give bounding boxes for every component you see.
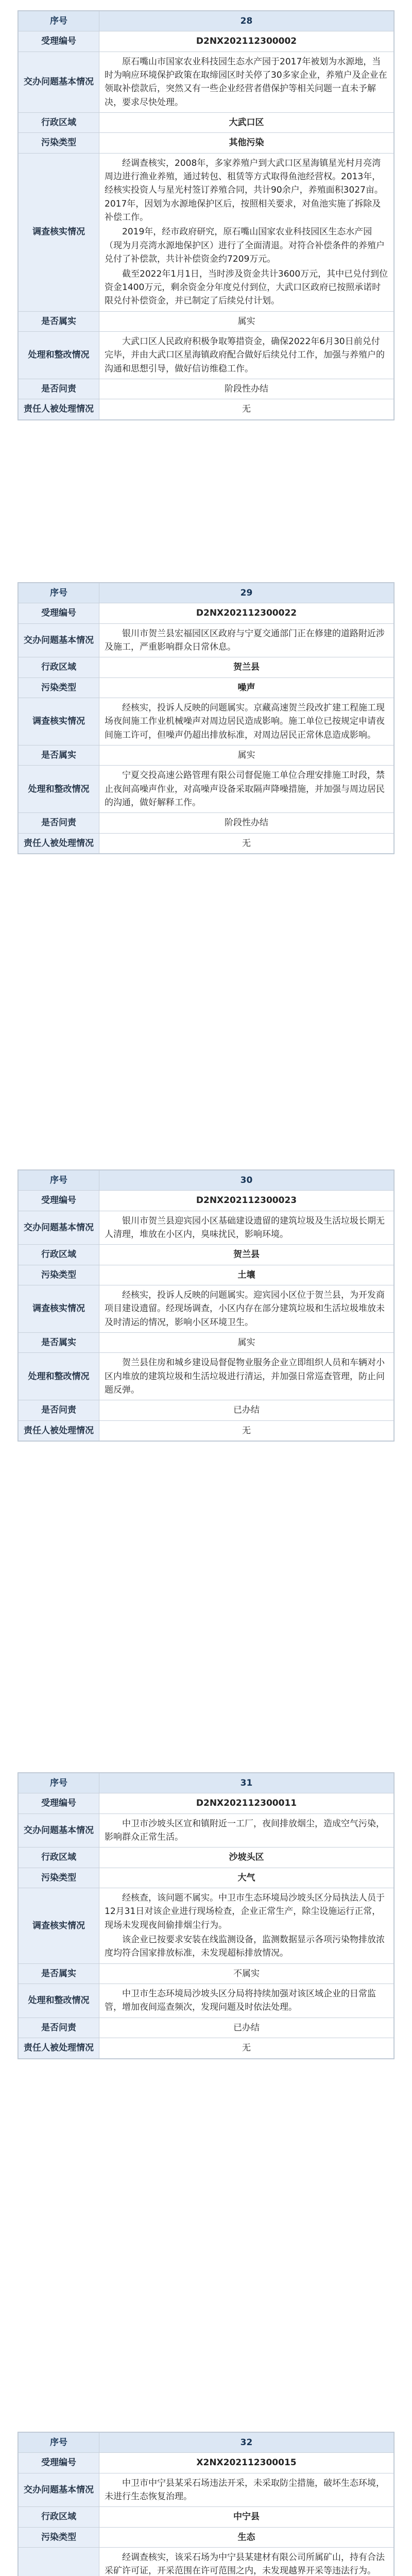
label-pollution: 污染类型: [19, 1265, 99, 1285]
label-responsible: 责任人被处理情况: [19, 2038, 99, 2058]
label-problem: 交办问题基本情况: [19, 1814, 99, 1848]
case-table: [18, 2432, 394, 2576]
value-pollution: 大气: [99, 1868, 394, 1888]
value-accountability: 已办结: [99, 2018, 394, 2038]
label-district: 行政区域: [19, 2507, 99, 2527]
value-case-no: D2NX202112300023: [99, 1191, 394, 1211]
row-verification: [19, 2548, 394, 2576]
label-seq: 序号: [19, 1773, 99, 1793]
label-responsible: 责任人被处理情况: [19, 1420, 99, 1440]
case-table: [18, 1170, 394, 1442]
row-verification: [19, 1888, 394, 1964]
value-verification: [99, 2548, 394, 2576]
value-pollution: 土壤: [99, 1265, 394, 1285]
paragraph: 经核实，投诉人反映的问题属实。京藏高速贺兰段改扩建工程施工现场夜间施工作业机械噪声对周边居民造成影响。施工单位已按规定申请夜间施工许可，但噪声仍超出排放标准，对周边居民正常休息造成影响。: [105, 703, 385, 740]
value-seq: 32: [99, 2433, 394, 2453]
value-pollution: 其他污染: [99, 133, 394, 153]
label-district: 行政区域: [19, 1848, 99, 1868]
row-district: [19, 1848, 394, 1868]
value-is-true: 属实: [99, 311, 394, 331]
label-responsible: 责任人被处理情况: [19, 833, 99, 853]
value-verification: [99, 153, 394, 311]
label-seq: 序号: [19, 11, 99, 31]
value-problem: [99, 1211, 394, 1245]
label-district: 行政区域: [19, 113, 99, 133]
value-is-true: 属实: [99, 1333, 394, 1353]
label-verification: 调查核实情况: [19, 698, 99, 745]
label-verification: [19, 2548, 99, 2576]
row-is-true: [19, 1333, 394, 1353]
row-pollution: [19, 133, 394, 153]
value-verification: [99, 1285, 394, 1333]
value-responsible: 无: [99, 2038, 394, 2058]
row-responsible: [19, 399, 394, 419]
row-accountability: [19, 379, 394, 399]
value-seq: 28: [99, 11, 394, 31]
case-grid: [18, 1170, 394, 1441]
value-case-no: X2NX202112300015: [99, 2453, 394, 2473]
label-case-no: 受理编号: [19, 1793, 99, 1814]
value-problem: [99, 52, 394, 112]
case-table: [18, 10, 394, 420]
label-handling: 处理和整改情况: [19, 766, 99, 813]
value-district: 中宁县: [99, 2507, 394, 2527]
case-grid: [18, 583, 394, 854]
value-responsible: 无: [99, 833, 394, 853]
row-pollution: [19, 1265, 394, 1285]
label-is-true: 是否属实: [19, 745, 99, 766]
row-handling: [19, 1353, 394, 1400]
label-handling: 处理和整改情况: [19, 1984, 99, 2018]
row-seq: [19, 11, 394, 31]
label-verification: 调查核实情况: [19, 153, 99, 311]
row-problem: [19, 1211, 394, 1245]
label-seq: 序号: [19, 1171, 99, 1191]
row-case-no: [19, 31, 394, 52]
row-is-true: [19, 1963, 394, 1984]
row-seq: [19, 1171, 394, 1191]
label-pollution: 污染类型: [19, 133, 99, 153]
value-handling: [99, 1984, 394, 2018]
value-seq: 31: [99, 1773, 394, 1793]
case-grid: [18, 11, 394, 420]
label-case-no: 受理编号: [19, 603, 99, 623]
label-seq: 序号: [19, 2433, 99, 2453]
label-is-true: 是否属实: [19, 1963, 99, 1984]
value-verification: [99, 1888, 394, 1964]
row-verification: [19, 698, 394, 745]
value-seq: 30: [99, 1171, 394, 1191]
paragraph: 经核实，投诉人反映的问题属实。迎宾园小区位于贺兰县，为开发商项目建设遗留。经现场调查，小区内存在部分建筑垃圾和生活垃圾堆放未及时清运的情况，影响小区环境卫生。: [105, 1290, 385, 1328]
case-grid: [18, 2432, 394, 2576]
row-handling: [19, 1984, 394, 2018]
value-pollution: 生态: [99, 2527, 394, 2547]
row-is-true: [19, 745, 394, 766]
label-pollution: 污染类型: [19, 2527, 99, 2547]
value-district: 大武口区: [99, 113, 394, 133]
value-case-no: D2NX202112300022: [99, 603, 394, 623]
label-handling: 处理和整改情况: [19, 331, 99, 379]
value-handling: [99, 766, 394, 813]
row-handling: [19, 331, 394, 379]
label-accountability: 是否问责: [19, 379, 99, 399]
row-district: [19, 657, 394, 677]
value-is-true: 不属实: [99, 1963, 394, 1984]
row-problem: [19, 1814, 394, 1848]
label-problem: 交办问题基本情况: [19, 2473, 99, 2507]
paragraph: 经核查，该问题不属实。中卫市生态环境局沙坡头区分局执法人员于12月31日对该企业进行现场检查，企业正常生产，除尘设施运行正常，现场未发现夜间偷排烟尘行为。: [105, 1893, 385, 1930]
value-accountability: 阶段性办结: [99, 379, 394, 399]
value-district: 贺兰县: [99, 657, 394, 677]
row-seq: [19, 1773, 394, 1793]
label-verification: 调查核实情况: [19, 1888, 99, 1964]
label-case-no: 受理编号: [19, 1191, 99, 1211]
paragraph: 经调查核实，2008年，多家养殖户到大武口区星海镇星光村月亮湾周边进行渔业养殖，通过转包、租赁等方式取得鱼池经营权。2013年，经核实投资人与星光村签订养殖合同，共计90余户，养殖面积3027亩。2017年，因划为水源地保护区后，按照相关要求，对鱼池实施了拆除及补偿工作。: [105, 158, 383, 223]
row-accountability: [19, 1400, 394, 1420]
label-district: 行政区域: [19, 657, 99, 677]
label-handling: 处理和整改情况: [19, 1353, 99, 1400]
row-problem: [19, 623, 394, 657]
value-district: 贺兰县: [99, 1245, 394, 1265]
row-accountability: [19, 2018, 394, 2038]
row-pollution: [19, 2527, 394, 2547]
case-table: [18, 582, 394, 854]
value-is-true: 属实: [99, 745, 394, 766]
value-district: 沙坡头区: [99, 1848, 394, 1868]
value-case-no: D2NX202112300002: [99, 31, 394, 52]
case-grid: [18, 1773, 394, 2059]
row-responsible: [19, 2038, 394, 2058]
row-handling: [19, 766, 394, 813]
case-table: [18, 1772, 394, 2059]
paragraph: 经调查核实，该采石场为中宁县某建材有限公司所属矿山，持有合法采矿许可证，开采范围在许可范围之内，未发现越界开采等违法行为。: [105, 2552, 385, 2576]
row-district: [19, 113, 394, 133]
label-pollution: 污染类型: [19, 677, 99, 698]
paragraph: 大武口区人民政府积极争取筹措资金，确保2022年6月30日前兑付完毕，并由大武口区星海镇政府配合做好后续兑付工作，加强与养殖户的沟通和思想引导，做好信访维稳工作。: [105, 336, 385, 374]
label-problem: 交办问题基本情况: [19, 52, 99, 112]
value-handling: [99, 331, 394, 379]
paragraph: 该企业已按要求安装在线监测设备，监测数据显示各项污染物排放浓度均符合国家排放标准，未发现超标排放情况。: [105, 1935, 385, 1959]
label-accountability: 是否问责: [19, 813, 99, 833]
label-responsible: 责任人被处理情况: [19, 399, 99, 419]
row-verification: [19, 1285, 394, 1333]
label-verification: 调查核实情况: [19, 1285, 99, 1333]
row-case-no: [19, 2453, 394, 2473]
value-pollution: 噪声: [99, 677, 394, 698]
paragraph: 中卫市生态环境局沙坡头区分局将持续加强对该区域企业的日常监管，增加夜间巡查频次，发现问题及时依法处理。: [105, 1989, 376, 2013]
paragraph: 2019年，经市政府研究，原石嘴山国家农业科技园区生态水产园（现为月亮湾水源地保护区）进行了全面清退。对符合补偿条件的养殖户兑付了补偿款，共计补偿资金约7209万元。: [105, 227, 385, 265]
row-district: [19, 1245, 394, 1265]
paragraph: 原石嘴山市国家农业科技园生态水产园于2017年被划为水源地，当时为响应环境保护政策在取缔园区时关停了30多家企业，养殖户及企业在领取补偿款后，突然又有一些企业经营者借保护等相关问题一直未予解决，要求尽快处理。: [105, 56, 387, 108]
paragraph: 中卫市中宁县某采石场违法开采，未采取防尘措施，破坏生态环境，未进行生态恢复治理。: [105, 2478, 385, 2502]
row-district: [19, 2507, 394, 2527]
value-accountability: 已办结: [99, 1400, 394, 1420]
value-accountability: 阶段性办结: [99, 813, 394, 833]
value-problem: [99, 623, 394, 657]
value-responsible: 无: [99, 399, 394, 419]
value-problem: [99, 2473, 394, 2507]
row-problem: [19, 2473, 394, 2507]
label-problem: 交办问题基本情况: [19, 1211, 99, 1245]
row-verification: [19, 153, 394, 311]
label-case-no: 受理编号: [19, 31, 99, 52]
value-responsible: 无: [99, 1420, 394, 1440]
paragraph: 中卫市沙坡头区宣和镇附近一工厂，夜间排放烟尘，造成空气污染，影响群众正常生活。: [105, 1818, 385, 1843]
row-problem: [19, 52, 394, 112]
label-accountability: 是否问责: [19, 1400, 99, 1420]
label-problem: 交办问题基本情况: [19, 623, 99, 657]
paragraph: 银川市贺兰县宏福园区区政府与宁夏交通部门正在修建的道路附近涉及施工，严重影响群众日常休息。: [105, 628, 385, 653]
row-responsible: [19, 833, 394, 853]
row-case-no: [19, 1793, 394, 1814]
label-accountability: 是否问责: [19, 2018, 99, 2038]
value-verification: [99, 698, 394, 745]
row-pollution: [19, 677, 394, 698]
label-seq: 序号: [19, 583, 99, 603]
value-case-no: D2NX202112300011: [99, 1793, 394, 1814]
row-case-no: [19, 603, 394, 623]
row-accountability: [19, 813, 394, 833]
paragraph: 银川市贺兰县迎宾园小区基础建设遗留的建筑垃圾及生活垃圾长期无人清理，堆放在小区内，臭味扰民，影响环境。: [105, 1215, 385, 1240]
row-case-no: [19, 1191, 394, 1211]
paragraph: 贺兰县住房和城乡建设局督促物业服务企业立即组织人员和车辆对小区内堆放的建筑垃圾和生活垃圾进行清运，并加强日常巡查管理，防止问题反弹。: [105, 1358, 385, 1396]
paragraph: 截至2022年1月1日，当时涉及资金共计3600万元，其中已兑付到位资金1400万元，剩余资金分年度兑付到位，大武口区政府已按照承诺时限兑付补偿资金，并已制定了后续兑付计划。: [105, 268, 388, 307]
label-district: 行政区域: [19, 1245, 99, 1265]
value-seq: 29: [99, 583, 394, 603]
label-pollution: 污染类型: [19, 1868, 99, 1888]
row-responsible: [19, 1420, 394, 1440]
row-pollution: [19, 1868, 394, 1888]
label-case-no: 受理编号: [19, 2453, 99, 2473]
paragraph: 宁夏交投高速公路管理有限公司督促施工单位合理安排施工时段，禁止夜间高噪声作业，对高噪声设备采取隔声降噪措施，并加强与周边居民的沟通，做好解释工作。: [105, 770, 385, 808]
value-problem: [99, 1814, 394, 1848]
row-is-true: [19, 311, 394, 331]
row-seq: [19, 2433, 394, 2453]
label-is-true: 是否属实: [19, 311, 99, 331]
row-seq: [19, 583, 394, 603]
value-handling: [99, 1353, 394, 1400]
label-is-true: 是否属实: [19, 1333, 99, 1353]
